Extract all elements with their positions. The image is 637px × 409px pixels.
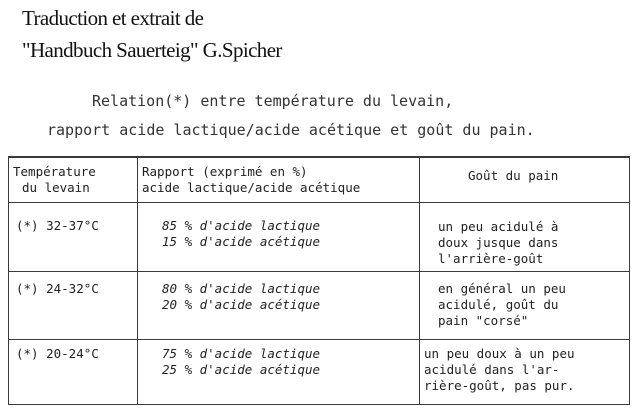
header-divider [8, 202, 630, 203]
table-border-bottom [8, 404, 630, 405]
row-1-acetic: 15 % d'acide acétique [162, 234, 321, 249]
row-3-temperature: (*) 20-24°C [16, 346, 99, 361]
column-divider [419, 156, 420, 405]
header-ratio-sub: acide lactique/acide acétique [142, 180, 361, 195]
document-title-line-1: Traduction et extrait de [22, 6, 204, 30]
row-3-taste-3: rière-goût, pas pur. [424, 378, 575, 393]
data-table [8, 156, 630, 406]
document-title-line-2: "Handbuch Sauerteig" G.Spicher [22, 38, 282, 62]
caption-line-2: rapport acide lactique/acide acétique et goût du pain. [47, 121, 535, 139]
row-2-temperature: (*) 24-32°C [16, 281, 99, 296]
row-divider [8, 271, 630, 272]
table-border-top [8, 156, 630, 158]
header-taste: Goût du pain [468, 168, 559, 183]
row-1-taste-2: doux jusque dans [438, 235, 559, 250]
row-3-taste-1: un peu doux à un peu [424, 346, 575, 361]
row-2-lactic: 80 % d'acide lactique [162, 281, 321, 296]
row-3-acetic: 25 % d'acide acétique [162, 362, 321, 377]
row-1-temperature: (*) 32-37°C [16, 218, 99, 233]
header-temperature-sub: du levain [22, 180, 90, 195]
row-3-taste-2: acidulé dans l'ar- [424, 362, 560, 377]
row-2-taste-1: en général un peu [438, 281, 566, 296]
row-2-taste-3: pain "corsé" [438, 313, 529, 328]
caption-line-1: Relation(*) entre température du levain, [92, 92, 454, 110]
row-1-taste-1: un peu acidulé à [438, 219, 559, 234]
header-ratio: Rapport (exprimé en %) [142, 164, 308, 179]
column-divider [137, 156, 138, 405]
table-border-right [629, 156, 630, 405]
row-2-taste-2: acidulé, goût du [438, 297, 559, 312]
row-3-lactic: 75 % d'acide lactique [162, 346, 321, 361]
row-1-lactic: 85 % d'acide lactique [162, 218, 321, 233]
table-border-left [8, 156, 9, 405]
row-1-taste-3: l'arrière-goût [438, 251, 544, 266]
header-temperature: Température [13, 164, 96, 179]
row-2-acetic: 20 % d'acide acétique [162, 297, 321, 312]
row-divider [8, 339, 630, 340]
